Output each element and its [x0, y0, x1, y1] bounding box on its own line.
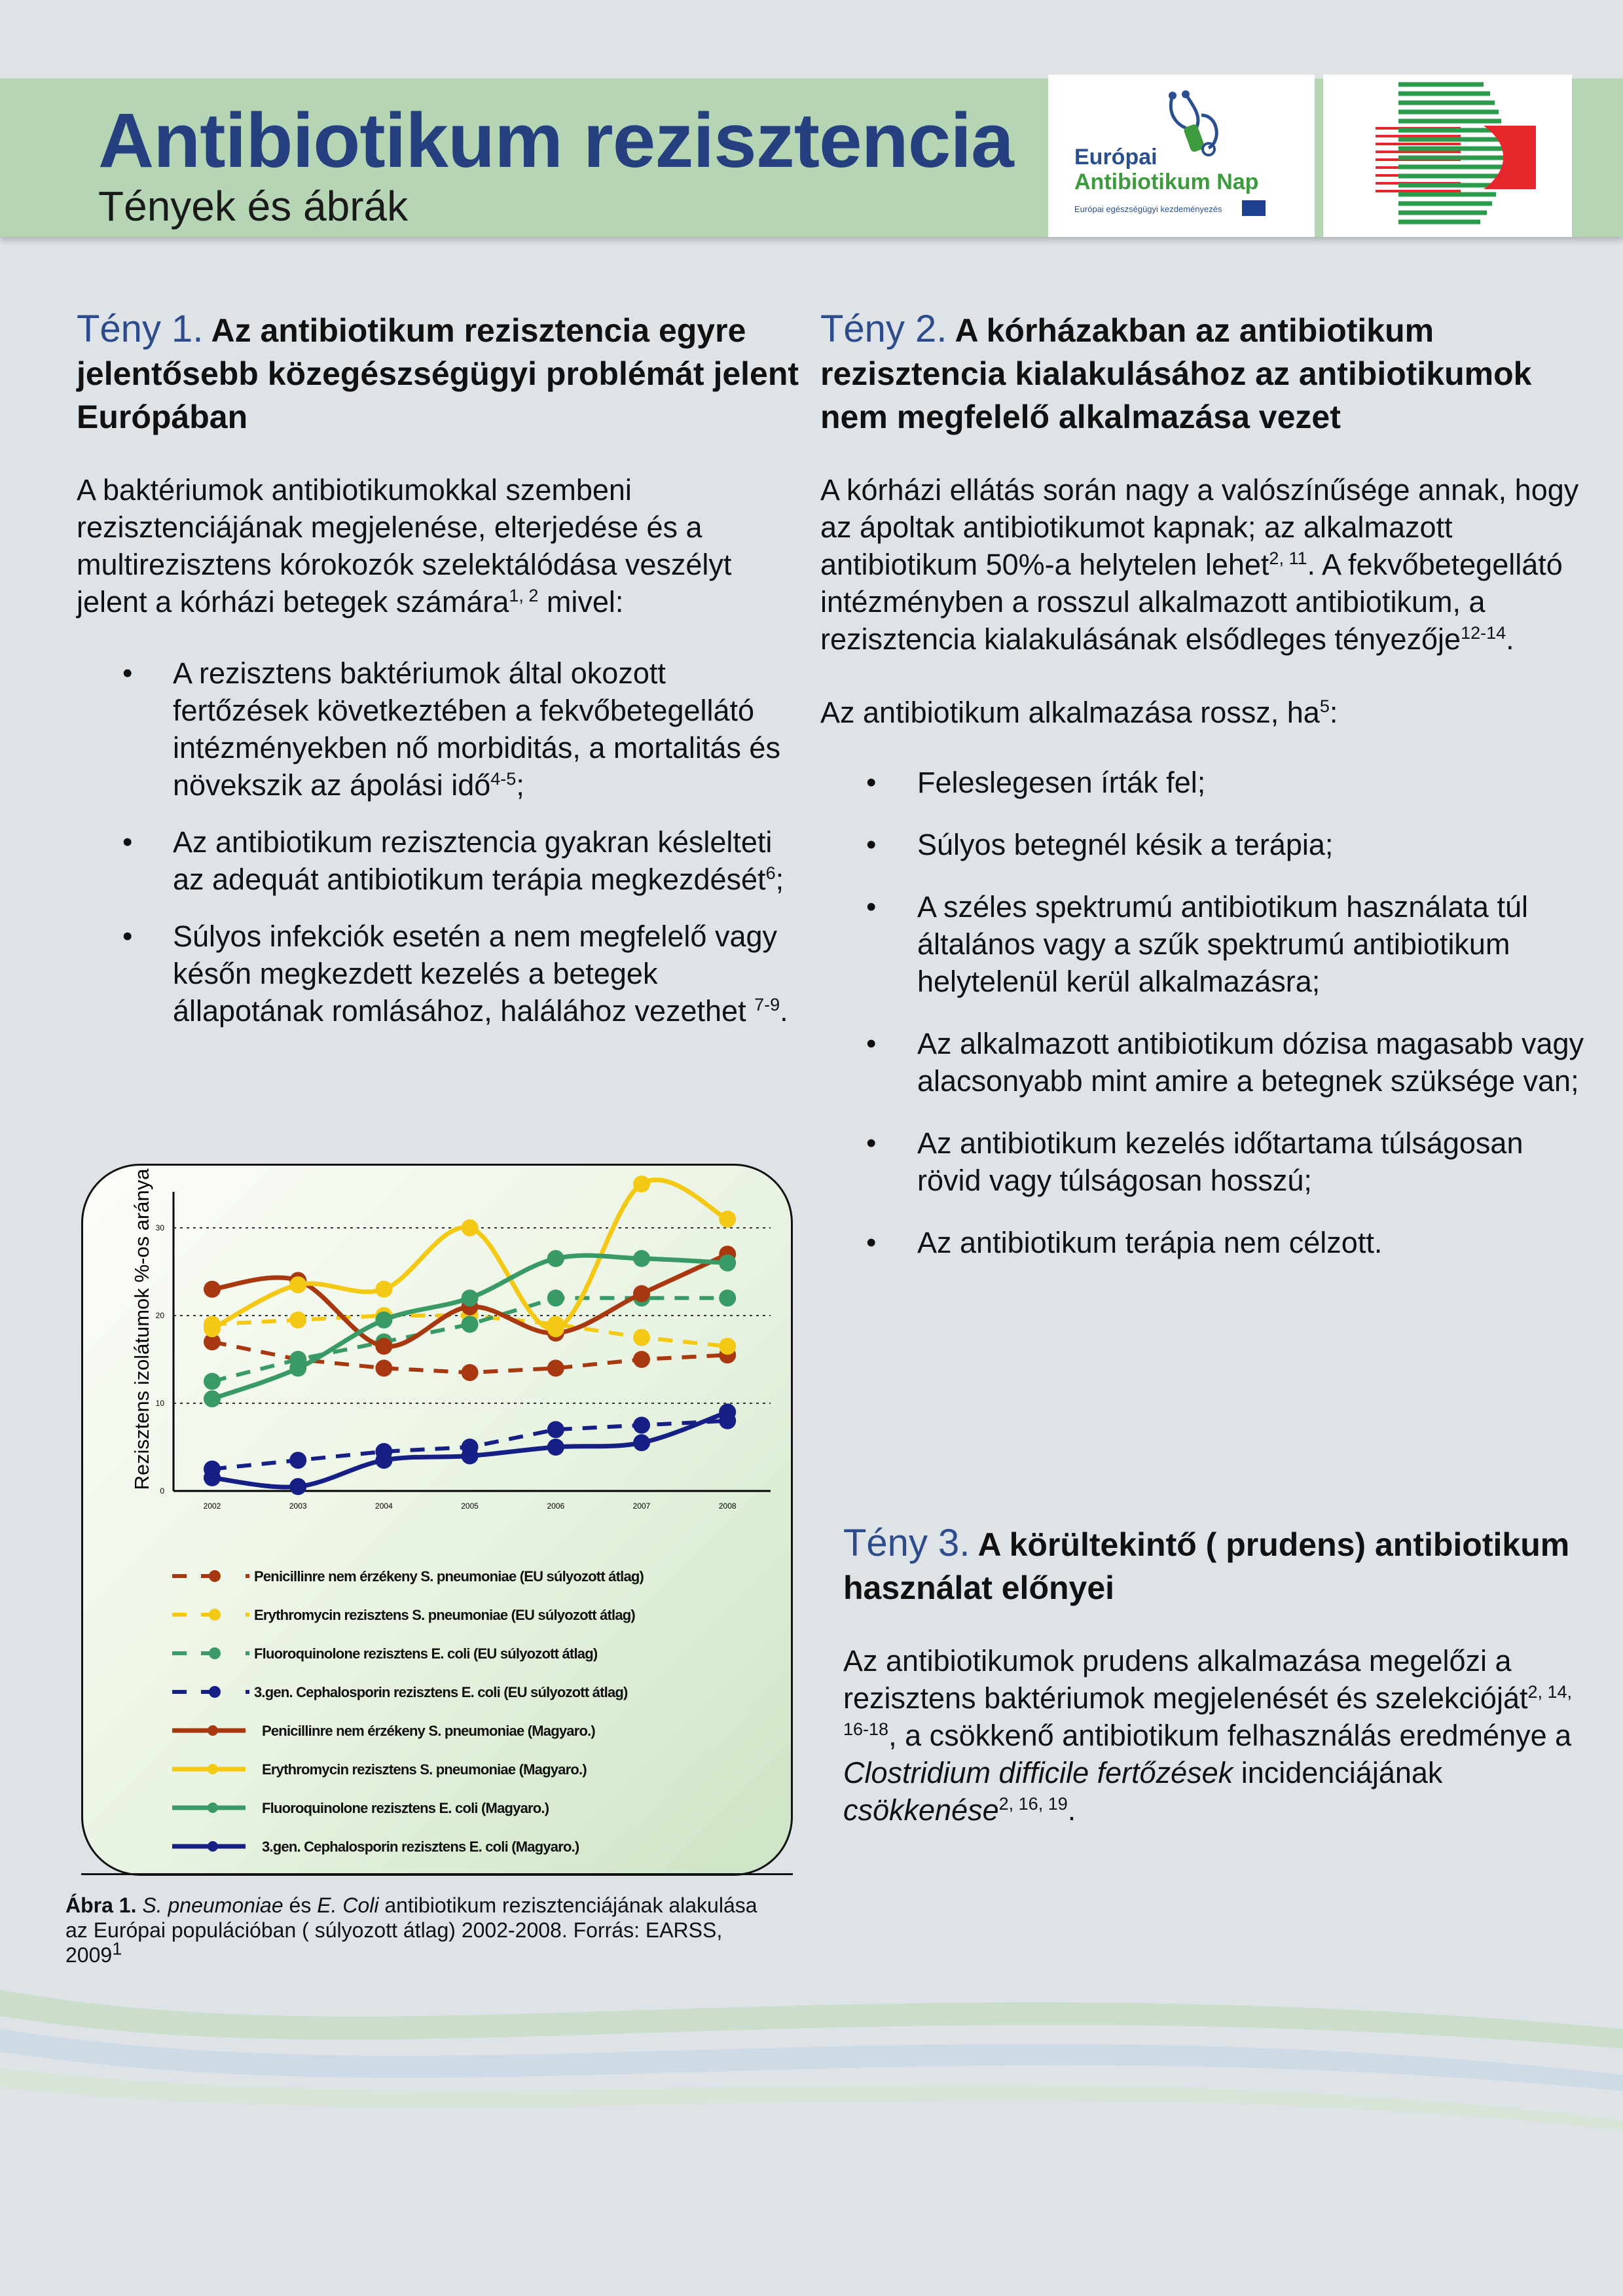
fact1-label: Tény 1.: [77, 308, 204, 350]
data-point: [547, 1320, 564, 1337]
bullet-text: Az alkalmazott antibiotikum dózisa magasabb vagy alacsonyabb mint amire a betegnek szüksége van;: [917, 1027, 1584, 1098]
fact2-p1-ref2: 12-14: [1461, 623, 1506, 643]
list-item: [820, 1124, 1586, 1199]
legend-label: Fluoroquinolone rezisztens E. coli (Magyaro.): [262, 1800, 549, 1816]
legend-marker: [208, 1841, 218, 1852]
fact2-paragraph2: [820, 694, 1586, 731]
data-point: [719, 1403, 736, 1420]
y-tick-label: 10: [155, 1399, 164, 1408]
legend-label: 3.gen. Cephalosporin rezisztens E. coli (Magyaro.): [262, 1839, 579, 1855]
data-point: [204, 1469, 221, 1486]
legend-marker: [209, 1609, 221, 1621]
legend-label: Penicillinre nem érzékeny S. pneumoniae (Magyaro.): [262, 1723, 595, 1739]
bullet-text: Súlyos infekciók esetén a nem megfelelő vagy későn megkezdett kezelés a betegek állapotának romlásához, halálához vezethet: [173, 920, 778, 1028]
list-item: [77, 655, 800, 804]
bullet-text: Az antibiotikum terápia nem célzott.: [917, 1226, 1383, 1259]
y-tick-label: 0: [160, 1486, 164, 1496]
data-point: [289, 1276, 306, 1293]
bullet-text: Az antibiotikum kezelés időtartama túlságosan rövid vagy túlságosan hosszú;: [917, 1126, 1523, 1197]
fact3-text-b: , a csökkenő antibiotikum felhasználás eredménye a: [888, 1719, 1572, 1752]
data-point: [462, 1316, 479, 1333]
data-point: [375, 1312, 392, 1329]
fact1-intro-ref: 1, 2: [509, 586, 539, 605]
fact1-heading: [77, 308, 800, 439]
data-point: [719, 1289, 736, 1306]
fact3-ref1: 2, 14, 16-18: [843, 1682, 1573, 1739]
fact3-text-a: Az antibiotikumok prudens alkalmazása megelőzi a rezisztens baktériumok megjelenését és szelekcióját: [843, 1644, 1528, 1715]
x-tick-label: 2005: [461, 1501, 479, 1511]
data-point: [547, 1421, 564, 1438]
legend-item: [88, 1679, 743, 1705]
fact3-heading: [843, 1522, 1583, 1609]
fact2-p1-text2: . A fekvőbetegellátó intézményben a rosszul alkalmazott antibiotikum, a rezisztencia kialakulásának elsődleges tényezője: [820, 548, 1563, 656]
data-point: [204, 1320, 221, 1337]
fact2-p1-text: A kórházi ellátás során nagy a valószínűsége annak, hogy az ápoltak antibiotikumot kapnak; az alkalmazott antibiotikum 50%-a helytelen lehet: [820, 473, 1579, 581]
data-point: [547, 1359, 564, 1376]
legend-swatch: [88, 1717, 259, 1744]
data-point: [204, 1390, 221, 1407]
page-title: Antibiotikum rezisztencia: [98, 98, 1013, 184]
y-axis-label: Rezisztens izolátumok %-os aránya: [130, 1168, 153, 1490]
legend-marker: [209, 1686, 221, 1698]
logo-text-line2: Antibiotikum Nap: [1074, 170, 1259, 194]
fact2-label: Tény 2.: [820, 308, 947, 350]
fact2-p1-tail: .: [1506, 622, 1514, 656]
data-point: [547, 1250, 564, 1267]
legend-label: Erythromycin rezisztens S. pneumoniae (EU súlyozott átlag): [254, 1607, 635, 1623]
data-point: [719, 1338, 736, 1355]
list-item: [820, 1224, 1586, 1261]
data-point: [547, 1289, 564, 1306]
fact2-heading-text: A kórházakban az antibiotikum rezisztencia kialakulásához az antibiotikumok nem megfelelő alkalmazása vezet: [820, 312, 1532, 435]
legend-item: [88, 1795, 743, 1821]
legend-label: 3.gen. Cephalosporin rezisztens E. coli (EU súlyozott átlag): [254, 1684, 628, 1700]
data-point: [462, 1364, 479, 1381]
chart-divider: [81, 1873, 793, 1875]
caption-text: antibiotikum rezisztenciájának alakulása az Európai populációban ( súlyozott átlag) 2002-2008. Forrás: EARSS, 2009: [65, 1893, 757, 1967]
data-point: [289, 1452, 306, 1469]
y-tick-label: 30: [155, 1223, 164, 1232]
eu-antibiotic-day-logo: [1048, 75, 1315, 237]
data-point: [633, 1250, 650, 1267]
bullet-icon: •: [866, 1227, 877, 1259]
bullet-text: A széles spektrumú antibiotikum használata túl általános vagy a szűk spektrumú antibiotikum helytelenül kerül alkalmazásra;: [917, 890, 1528, 998]
bullet-icon: •: [866, 1127, 877, 1159]
fact2-paragraph1: [820, 471, 1586, 658]
eu-flag-icon: [1242, 200, 1266, 216]
data-point: [633, 1434, 650, 1451]
bullet-text: Súlyos betegnél késik a terápia;: [917, 828, 1334, 861]
list-item: [820, 888, 1586, 1000]
stethoscope-icon: [1146, 89, 1238, 161]
bullet-ref: 4-5: [490, 769, 517, 789]
data-point: [633, 1417, 650, 1434]
data-point: [289, 1478, 306, 1495]
data-point: [204, 1373, 221, 1390]
x-tick-label: 2006: [547, 1501, 565, 1511]
bullet-icon: •: [122, 657, 133, 689]
x-tick-label: 2002: [203, 1501, 221, 1511]
bullet-icon: •: [866, 1028, 877, 1060]
fact3-paragraph: [843, 1642, 1583, 1829]
bullet-icon: •: [866, 891, 877, 923]
fact3-label: Tény 3.: [843, 1522, 970, 1564]
legend-item: [88, 1602, 743, 1628]
legend-item: [88, 1717, 743, 1744]
legend-marker: [209, 1647, 221, 1659]
fact3-section: [843, 1522, 1583, 1829]
fact1-intro-text: A baktériumok antibiotikumokkal szembeni rezisztenciájának megjelenése, elterjedése és a multirezisztens kórokozók szelektálódása veszélyt jelent a kórházi betegek számára: [77, 473, 732, 619]
fact2-p2-tail: :: [1329, 696, 1338, 729]
legend-item: [88, 1833, 743, 1859]
fact1-heading-text: Az antibiotikum rezisztencia egyre jelentősebb közegészségügyi problémát jelent Európában: [77, 312, 799, 435]
legend-swatch: [88, 1795, 259, 1821]
legend-item: [88, 1640, 743, 1666]
data-point: [289, 1312, 306, 1329]
legend-swatch: [88, 1756, 259, 1782]
legend-swatch: [88, 1833, 259, 1859]
data-point: [462, 1289, 479, 1306]
fact3-heading-text: A körültekintő ( prudens) antibiotikum használat előnyei: [843, 1526, 1570, 1606]
bullet-text: Az antibiotikum rezisztencia gyakran késlelteti az adequát antibiotikum terápia megkezdését: [173, 825, 773, 896]
x-tick-label: 2008: [718, 1501, 737, 1511]
fact2-p1-ref1: 2, 11: [1269, 548, 1307, 568]
bullet-ref: 6: [765, 863, 776, 883]
fact2-section: [820, 308, 1586, 1261]
legend-swatch: [88, 1602, 259, 1628]
data-point: [462, 1219, 479, 1236]
legend-marker: [209, 1570, 221, 1582]
y-tick-label: 20: [155, 1311, 164, 1320]
list-item: [77, 823, 800, 898]
fact2-p2-text: Az antibiotikum alkalmazása rossz, ha: [820, 696, 1320, 729]
caption-label: Ábra 1.: [65, 1893, 137, 1917]
legend-label: Erythromycin rezisztens S. pneumoniae (Magyaro.): [262, 1761, 587, 1778]
legend-swatch: [88, 1563, 259, 1589]
fact2-heading: [820, 308, 1586, 439]
list-item: [820, 826, 1586, 863]
data-point: [375, 1281, 392, 1298]
data-point: [547, 1439, 564, 1456]
page-subtitle: Tények és ábrák: [98, 183, 409, 230]
figure-caption: [65, 1893, 779, 1967]
fact1-bullet-list: [77, 655, 800, 1030]
x-tick-label: 2007: [632, 1501, 651, 1511]
legend-marker: [208, 1764, 218, 1774]
data-point: [719, 1255, 736, 1272]
data-point: [633, 1329, 650, 1346]
fact3-italic2: csökkenése: [843, 1793, 999, 1827]
data-point: [289, 1359, 306, 1376]
decorative-swoosh: [0, 1970, 1623, 2140]
list-item: [820, 764, 1586, 801]
fact2-p2-ref: 5: [1319, 696, 1330, 716]
legend-item: [88, 1756, 743, 1782]
data-point: [633, 1351, 650, 1368]
legend-label: Penicillinre nem érzékeny S. pneumoniae (EU súlyozott átlag): [254, 1568, 644, 1585]
list-item: [77, 918, 800, 1030]
fact3-ref2: 2, 16, 19: [998, 1794, 1068, 1814]
caption-mid: és: [283, 1893, 318, 1917]
legend-marker: [208, 1725, 218, 1736]
logo-text-line3: Európai egészségügyi kezdeményezés: [1074, 204, 1222, 214]
caption-species2: E. Coli: [317, 1893, 379, 1917]
bullet-tail: ;: [775, 863, 784, 896]
data-point: [375, 1338, 392, 1355]
x-tick-label: 2003: [289, 1501, 307, 1511]
fact1-section: [77, 308, 800, 1030]
bullet-icon: •: [866, 766, 877, 798]
data-point: [633, 1175, 650, 1193]
fact3-text-c: incidenciájának: [1233, 1756, 1443, 1789]
fact1-intro: [77, 471, 800, 620]
health-cross-logo: [1323, 75, 1572, 237]
fact2-bullet-list: [820, 764, 1586, 1261]
fact3-italic1: Clostridium difficile fertőzések: [843, 1756, 1233, 1789]
bullet-tail: ;: [516, 768, 524, 802]
data-point: [375, 1452, 392, 1469]
fact1-intro-tail: mivel:: [538, 585, 624, 619]
legend-item: [88, 1563, 743, 1589]
legend-swatch: [88, 1679, 259, 1705]
data-point: [462, 1447, 479, 1464]
data-point: [719, 1211, 736, 1228]
caption-ref: 1: [112, 1939, 122, 1959]
bullet-text: A rezisztens baktériumok által okozott fertőzések következtében a fekvőbetegellátó intézményekben nő morbiditás, a mortalitás és növekszik az ápolási idő: [173, 656, 780, 802]
data-point: [204, 1281, 221, 1298]
bullet-ref: 7-9: [754, 995, 780, 1014]
logo-text-line1: Európai: [1074, 145, 1158, 170]
bullet-icon: •: [866, 829, 877, 861]
caption-species1: S. pneumoniae: [142, 1893, 283, 1917]
cross-face-icon: [1323, 75, 1572, 237]
legend-swatch: [88, 1640, 259, 1666]
list-item: [820, 1025, 1586, 1100]
bullet-icon: •: [122, 826, 133, 858]
bullet-tail: .: [780, 994, 788, 1028]
bullet-text: Feleslegesen írták fel;: [917, 766, 1206, 799]
fact3-text-d: .: [1067, 1793, 1076, 1827]
bullet-icon: •: [122, 920, 133, 952]
legend-label: Fluoroquinolone rezisztens E. coli (EU súlyozott átlag): [254, 1645, 598, 1662]
x-tick-label: 2004: [375, 1501, 393, 1511]
legend-marker: [208, 1803, 218, 1813]
data-point: [375, 1359, 392, 1376]
data-point: [633, 1285, 650, 1302]
